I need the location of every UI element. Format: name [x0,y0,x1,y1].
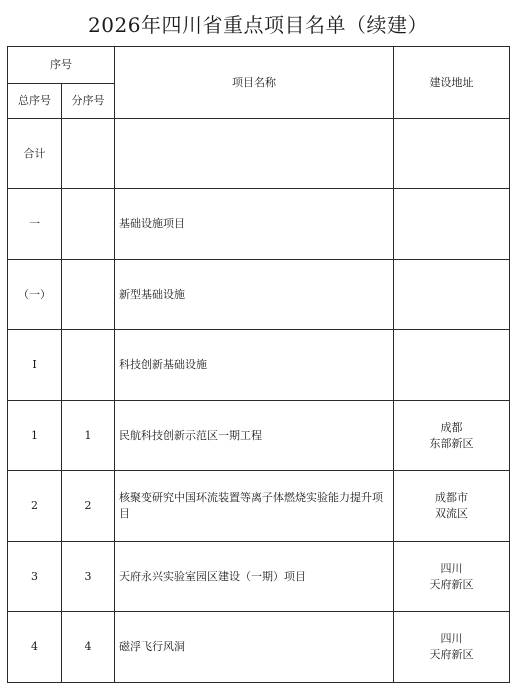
total-seq-cell: （一） [8,260,62,330]
address-cell [394,612,510,683]
project-name-cell: 民航科技创新示范区一期工程 [115,401,394,471]
project-name-header: 项目名称 [115,47,394,119]
address-cell [394,189,510,260]
address-cell [394,542,510,612]
sub-seq-cell: 2 [62,471,115,542]
sub-seq-cell [62,330,115,401]
total-seq-cell: I [8,330,62,401]
sub-seq-header: 分序号 [62,84,115,119]
total-seq-cell: 2 [8,471,62,542]
project-name-cell: 磁浮飞行风洞 [115,612,394,683]
table-row [8,189,510,260]
sub-seq-cell [62,119,115,189]
project-name-cell: 核聚变研究中国环流装置等离子体燃烧实验能力提升项目 [115,471,394,542]
address-cell [394,330,510,401]
address-cell [394,401,510,471]
table-row [8,330,510,401]
header-row-1 [8,47,510,84]
address-line-2: 天府新区 [429,648,474,661]
address-cell [394,471,510,542]
page-title: 2026年四川省重点项目名单（续建） [88,13,428,37]
address-line-2: 天府新区 [429,577,474,591]
table-row [8,401,510,471]
total-seq-cell: 1 [8,401,62,471]
address-line-2: 东部新区 [429,436,474,450]
table-row [8,119,510,189]
total-seq-header: 总序号 [8,84,62,119]
table-row [8,612,510,683]
total-seq-cell: 3 [8,542,62,612]
address-header: 建设地址 [394,47,510,119]
project-name-cell [115,119,394,189]
address-line-1: 四川 [440,632,463,645]
address-line-1: 成都 [440,420,463,434]
seq-group-header: 序号 [8,47,115,84]
sub-seq-cell [62,260,115,330]
sub-seq-cell: 3 [62,542,115,612]
address-cell [394,260,510,330]
sub-seq-cell: 4 [62,612,115,683]
project-table [7,46,510,683]
project-name-cell: 新型基础设施 [115,260,394,330]
sub-seq-cell [62,189,115,260]
project-name-cell: 基础设施项目 [115,189,394,260]
address-line-1: 成都市 [435,491,468,504]
project-name-cell: 科技创新基础设施 [115,330,394,401]
total-seq-cell: 一 [8,189,62,260]
table-row [8,542,510,612]
address-line-1: 四川 [440,561,463,575]
address-cell [394,119,510,189]
sub-seq-cell: 1 [62,401,115,471]
total-seq-cell: 合计 [8,119,62,189]
project-name-cell: 天府永兴实验室园区建设（一期）项目 [115,542,394,612]
address-line-2: 双流区 [435,507,468,520]
table-row [8,471,510,542]
table-row [8,260,510,330]
total-seq-cell: 4 [8,612,62,683]
